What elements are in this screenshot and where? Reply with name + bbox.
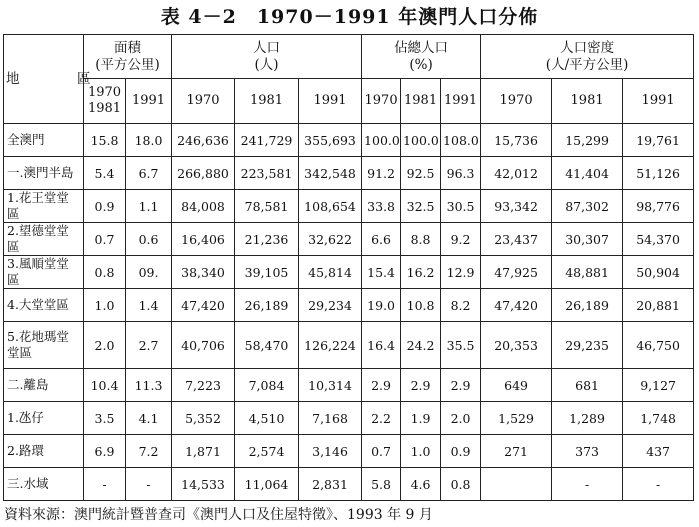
- table-cell: 6.7: [126, 157, 172, 190]
- table-row: [4, 223, 694, 256]
- table-cell: -: [84, 468, 126, 501]
- row-label: [4, 402, 84, 435]
- header-line: 堂區: [7, 345, 33, 360]
- table-row: [4, 289, 694, 322]
- header-line: 1970: [87, 85, 122, 100]
- table-cell: 6.9: [84, 435, 126, 468]
- table-cell: 1,748: [623, 402, 694, 435]
- header-line: 5.花地瑪堂: [7, 329, 69, 344]
- table-cell: 42,012: [481, 157, 552, 190]
- table-cell: 100.0: [401, 124, 441, 157]
- table-cell: 271: [481, 435, 552, 468]
- row-label: [4, 468, 84, 501]
- table-cell: 50,904: [623, 256, 694, 289]
- table-cell: 0.8: [84, 256, 126, 289]
- table-cell: 6.6: [362, 223, 401, 256]
- header-share: [362, 35, 481, 79]
- table-cell: 108,654: [299, 190, 362, 223]
- header-line: 1981: [249, 93, 284, 108]
- row-label: [4, 289, 84, 322]
- table-cell: [481, 468, 552, 501]
- header-line: (平方公里): [95, 56, 160, 73]
- table-cell: 26,189: [552, 289, 623, 322]
- table-cell: 39,105: [235, 256, 299, 289]
- table-cell: 342,548: [299, 157, 362, 190]
- area-year-header: [126, 79, 172, 124]
- table-cell: 7,223: [172, 369, 235, 402]
- header-line: 1991: [313, 93, 347, 108]
- header-line: 1.花王堂堂區: [7, 190, 69, 221]
- table-cell: 246,636: [172, 124, 235, 157]
- row-label: [4, 256, 84, 289]
- table-cell: 30.5: [441, 190, 481, 223]
- table-cell: 10.4: [84, 369, 126, 402]
- share-year-header: [441, 79, 481, 124]
- row-label: [4, 435, 84, 468]
- area-year-header: [84, 79, 126, 124]
- header-line: 二.離島: [7, 377, 49, 392]
- row-label: [4, 369, 84, 402]
- table-cell: 98,776: [623, 190, 694, 223]
- population-table: [3, 34, 694, 501]
- table-cell: 9,127: [623, 369, 694, 402]
- header-line: 1981: [87, 101, 122, 116]
- table-cell: 96.3: [441, 157, 481, 190]
- table-row: [4, 402, 694, 435]
- table-row: [4, 190, 694, 223]
- table-cell: 9.2: [441, 223, 481, 256]
- header-line: 三.水域: [7, 476, 49, 491]
- table-cell: -: [552, 468, 623, 501]
- header-line: 面積: [114, 39, 141, 56]
- table-cell: 0.7: [84, 223, 126, 256]
- header-region: 地 區: [4, 35, 84, 124]
- table-cell: 649: [481, 369, 552, 402]
- table-cell: 35.5: [441, 322, 481, 369]
- header-line: 1970: [186, 93, 220, 108]
- table-cell: 7,168: [299, 402, 362, 435]
- table-cell: 5.8: [362, 468, 401, 501]
- table-cell: 21,236: [235, 223, 299, 256]
- table-cell: 47,420: [172, 289, 235, 322]
- header-line: 人口: [253, 39, 281, 56]
- table-cell: 3,146: [299, 435, 362, 468]
- density-year-header: [552, 79, 623, 124]
- table-cell: 2,831: [299, 468, 362, 501]
- table-cell: 437: [623, 435, 694, 468]
- table-cell: 48,881: [552, 256, 623, 289]
- header-line: (人/平方公里): [545, 56, 629, 73]
- table-cell: 2.7: [126, 322, 172, 369]
- table-cell: 30,307: [552, 223, 623, 256]
- table-cell: 84,008: [172, 190, 235, 223]
- table-cell: 51,126: [623, 157, 694, 190]
- header-line: (%): [409, 56, 433, 73]
- table-cell: 1,529: [481, 402, 552, 435]
- table-cell: 4.1: [126, 402, 172, 435]
- header-line: 4.大堂堂區: [7, 297, 69, 312]
- table-cell: 100.0: [362, 124, 401, 157]
- row-label: [4, 124, 84, 157]
- header-line: 1970: [499, 93, 533, 108]
- table-cell: 20,353: [481, 322, 552, 369]
- table-cell: 2,574: [235, 435, 299, 468]
- table-cell: 1.9: [401, 402, 441, 435]
- table-cell: 108.0: [441, 124, 481, 157]
- header-line: 1991: [131, 93, 166, 108]
- table-cell: 0.8: [441, 468, 481, 501]
- table-cell: 355,693: [299, 124, 362, 157]
- table-cell: 16,406: [172, 223, 235, 256]
- table-cell: 1.4: [126, 289, 172, 322]
- density-year-header: [623, 79, 694, 124]
- table-cell: 2.0: [84, 322, 126, 369]
- header-population: [172, 35, 362, 79]
- table-cell: 2.9: [362, 369, 401, 402]
- population-year-header: [172, 79, 235, 124]
- table-row: [4, 157, 694, 190]
- header-line: 1991: [641, 93, 675, 108]
- table-cell: 93,342: [481, 190, 552, 223]
- table-cell: 2.9: [401, 369, 441, 402]
- table-row: [4, 124, 694, 157]
- table-cell: 45,814: [299, 256, 362, 289]
- header-density: [481, 35, 694, 79]
- table-cell: 1.1: [126, 190, 172, 223]
- share-year-header: [401, 79, 441, 124]
- table-cell: 7,084: [235, 369, 299, 402]
- table-cell: 10,314: [299, 369, 362, 402]
- table-cell: 681: [552, 369, 623, 402]
- table-cell: 46,750: [623, 322, 694, 369]
- table-cell: -: [623, 468, 694, 501]
- table-cell: 58,470: [235, 322, 299, 369]
- header-line: 1991: [444, 93, 478, 108]
- table-cell: 47,420: [481, 289, 552, 322]
- table-cell: 24.2: [401, 322, 441, 369]
- table-cell: 1,289: [552, 402, 623, 435]
- header-line: (人): [254, 56, 279, 73]
- header-years-row: [4, 79, 694, 124]
- header-line: 1970: [364, 93, 398, 108]
- table-row: [4, 435, 694, 468]
- table-cell: 14,533: [172, 468, 235, 501]
- table-cell: 33.8: [362, 190, 401, 223]
- header-line: 一.澳門半島: [7, 165, 74, 180]
- table-cell: 54,370: [623, 223, 694, 256]
- table-row: [4, 256, 694, 289]
- table-cell: 8.8: [401, 223, 441, 256]
- table-cell: 16.4: [362, 322, 401, 369]
- table-cell: 19,761: [623, 124, 694, 157]
- table-cell: 11,064: [235, 468, 299, 501]
- table-cell: 32.5: [401, 190, 441, 223]
- population-year-header: [235, 79, 299, 124]
- header-line: 人口密度: [560, 39, 615, 56]
- header-line: 1981: [570, 93, 604, 108]
- row-label: [4, 157, 84, 190]
- table-cell: 10.8: [401, 289, 441, 322]
- table-cell: 4.6: [401, 468, 441, 501]
- table-cell: 20,881: [623, 289, 694, 322]
- source-note: 資料來源：澳門統計暨普查司《澳門人口及住屋特徵》、1993 年 9 月: [4, 507, 433, 523]
- table-cell: 266,880: [172, 157, 235, 190]
- header-line: 2.望德堂堂區: [7, 223, 69, 254]
- table-cell: 11.3: [126, 369, 172, 402]
- table-cell: 3.5: [84, 402, 126, 435]
- header-line: 2.路環: [7, 443, 44, 458]
- table-cell: 38,340: [172, 256, 235, 289]
- table-row: [4, 468, 694, 501]
- table-cell: 4,510: [235, 402, 299, 435]
- row-label: [4, 223, 84, 256]
- density-year-header: [481, 79, 552, 124]
- table-cell: 26,189: [235, 289, 299, 322]
- table-cell: 1.0: [401, 435, 441, 468]
- table-cell: 15,299: [552, 124, 623, 157]
- table-cell: 18.0: [126, 124, 172, 157]
- header-area: [84, 35, 172, 79]
- header-line: 1.氹仔: [7, 410, 44, 425]
- row-label: [4, 190, 84, 223]
- table-cell: 0.9: [441, 435, 481, 468]
- population-year-header: [299, 79, 362, 124]
- table-cell: 2.0: [441, 402, 481, 435]
- table-cell: 29,234: [299, 289, 362, 322]
- header-line: 1981: [404, 93, 438, 108]
- table-cell: 32,622: [299, 223, 362, 256]
- table-cell: 0.9: [84, 190, 126, 223]
- table-cell: 2.2: [362, 402, 401, 435]
- table-title: 表 4－2 1970－1991 年澳門人口分佈: [160, 6, 539, 28]
- table-cell: 126,224: [299, 322, 362, 369]
- table-cell: 09.: [126, 256, 172, 289]
- table-cell: 5,352: [172, 402, 235, 435]
- table-cell: 8.2: [441, 289, 481, 322]
- table-cell: 7.2: [126, 435, 172, 468]
- table-body: [4, 124, 694, 501]
- table-row: [4, 322, 694, 369]
- share-year-header: [362, 79, 401, 124]
- table-cell: 19.0: [362, 289, 401, 322]
- table-cell: 16.2: [401, 256, 441, 289]
- table-cell: 47,925: [481, 256, 552, 289]
- table-cell: 15.4: [362, 256, 401, 289]
- table-cell: 373: [552, 435, 623, 468]
- table-cell: 1,871: [172, 435, 235, 468]
- header-line: 佔總人口: [394, 39, 449, 56]
- row-label: [4, 322, 84, 369]
- table-row: [4, 369, 694, 402]
- table-cell: 0.6: [126, 223, 172, 256]
- table-cell: -: [126, 468, 172, 501]
- table-cell: 0.7: [362, 435, 401, 468]
- table-cell: 12.9: [441, 256, 481, 289]
- table-cell: 23,437: [481, 223, 552, 256]
- table-cell: 2.9: [441, 369, 481, 402]
- table-cell: 1.0: [84, 289, 126, 322]
- header-line: 全澳門: [7, 132, 45, 147]
- table-cell: 87,302: [552, 190, 623, 223]
- table-cell: 15,736: [481, 124, 552, 157]
- table-cell: 40,706: [172, 322, 235, 369]
- header-line: 3.風順堂堂區: [7, 256, 69, 287]
- table-cell: 92.5: [401, 157, 441, 190]
- table-cell: 223,581: [235, 157, 299, 190]
- table-cell: 29,235: [552, 322, 623, 369]
- table-cell: 78,581: [235, 190, 299, 223]
- table-cell: 15.8: [84, 124, 126, 157]
- table-cell: 241,729: [235, 124, 299, 157]
- table-cell: 91.2: [362, 157, 401, 190]
- table-cell: 41,404: [552, 157, 623, 190]
- table-cell: 5.4: [84, 157, 126, 190]
